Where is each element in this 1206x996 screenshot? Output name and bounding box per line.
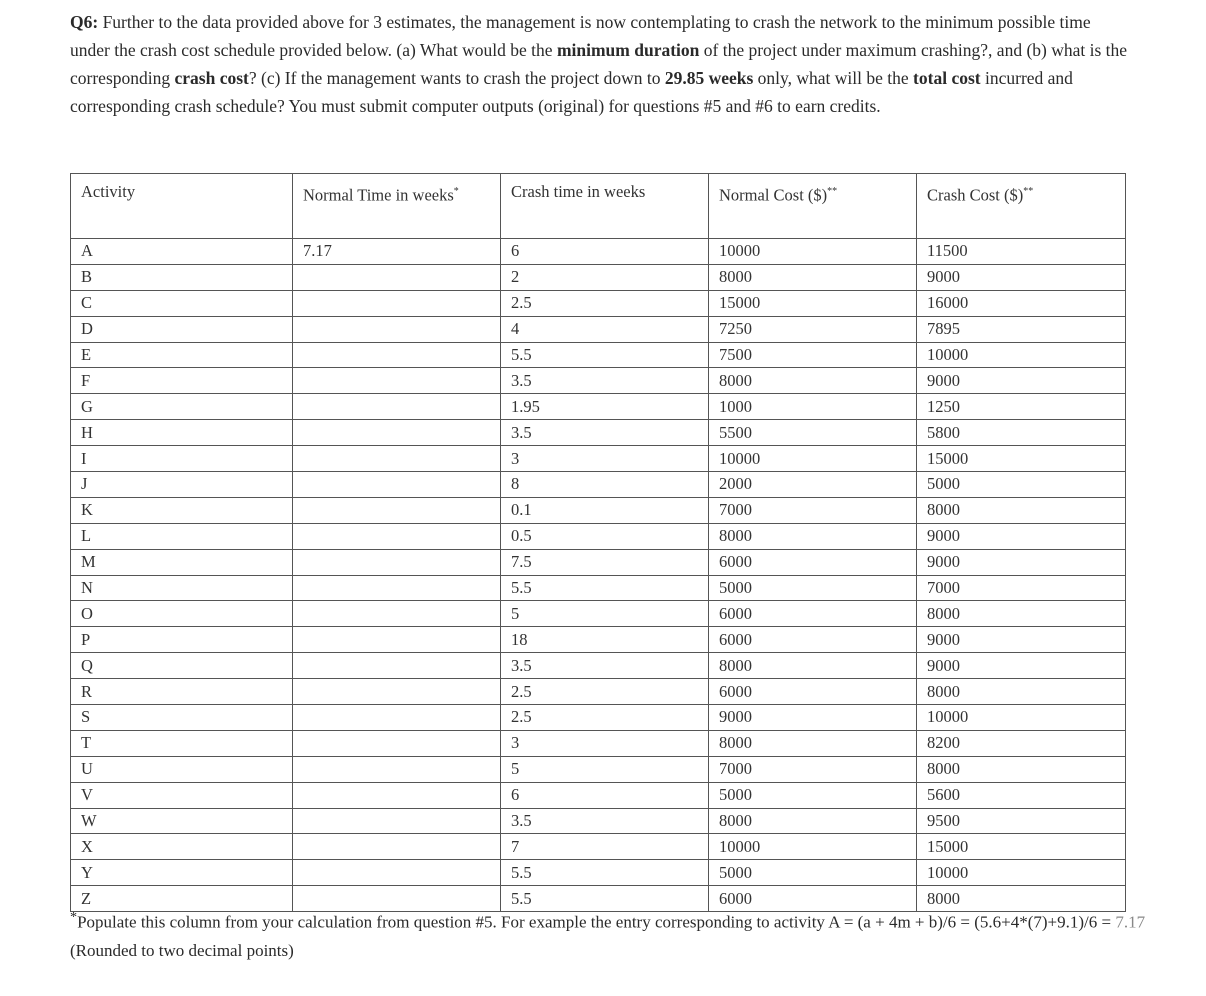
table-row [71,446,1126,472]
cell-normal-time [293,756,501,782]
cell-normal-time [293,549,501,575]
cell-crash-cost: 15000 [917,834,1126,860]
cell-crash-cost: 7000 [917,575,1126,601]
cell-crash-cost: 15000 [917,446,1126,472]
cell-normal-time [293,575,501,601]
cell-normal-cost: 10000 [709,239,917,265]
cell-normal-cost: 8000 [709,523,917,549]
cell-activity: X [71,834,293,860]
table-header-row [71,174,1126,239]
cell-activity: S [71,705,293,731]
question-part-4: only, what will be the [753,68,914,88]
cell-normal-cost: 15000 [709,290,917,316]
cell-normal-time [293,705,501,731]
cell-crash-time: 0.5 [501,523,709,549]
cell-normal-cost: 7250 [709,316,917,342]
cell-normal-time [293,782,501,808]
table-row [71,756,1126,782]
table-row [71,316,1126,342]
cell-crash-time: 6 [501,782,709,808]
cell-normal-time [293,446,501,472]
table-row [71,705,1126,731]
cell-crash-cost: 5800 [917,420,1126,446]
cell-activity: J [71,472,293,498]
cell-normal-cost: 5000 [709,575,917,601]
cell-normal-cost: 6000 [709,886,917,912]
table-row [71,808,1126,834]
table-row [71,264,1126,290]
cell-normal-cost: 8000 [709,264,917,290]
cell-activity: V [71,782,293,808]
table-row [71,290,1126,316]
cell-crash-cost: 8200 [917,730,1126,756]
cell-crash-time: 1.95 [501,394,709,420]
cell-activity: F [71,368,293,394]
cell-activity: I [71,446,293,472]
cell-crash-time: 2.5 [501,290,709,316]
cell-normal-time [293,472,501,498]
table-row [71,472,1126,498]
question-bold-2: crash cost [174,68,249,88]
cell-normal-cost: 10000 [709,834,917,860]
header-activity: Activity [71,174,293,239]
cell-normal-time [293,627,501,653]
cell-activity: G [71,394,293,420]
cell-crash-time: 3 [501,446,709,472]
cell-normal-time [293,342,501,368]
table-row [71,679,1126,705]
crash-cost-table [70,173,1126,912]
question-part-3: ? (c) If the management wants to crash the project down to [248,68,665,88]
cell-normal-time [293,834,501,860]
cell-activity: H [71,420,293,446]
cell-crash-time: 5 [501,756,709,782]
cell-activity: W [71,808,293,834]
cell-crash-cost: 9000 [917,368,1126,394]
cell-activity: E [71,342,293,368]
cell-normal-cost: 1000 [709,394,917,420]
cell-normal-cost: 8000 [709,653,917,679]
cell-activity: R [71,679,293,705]
cell-normal-cost: 8000 [709,730,917,756]
cell-normal-cost: 6000 [709,679,917,705]
cell-crash-cost: 11500 [917,239,1126,265]
cell-activity: T [71,730,293,756]
cell-crash-cost: 9500 [917,808,1126,834]
cell-crash-time: 5.5 [501,860,709,886]
cell-crash-cost: 8000 [917,601,1126,627]
table-row [71,394,1126,420]
cell-activity: P [71,627,293,653]
question-bold-3: 29.85 weeks [664,68,754,88]
cell-activity: Q [71,653,293,679]
cell-crash-time: 18 [501,627,709,653]
cell-crash-time: 2.5 [501,679,709,705]
cell-crash-cost: 10000 [917,860,1126,886]
question-bold-1: minimum duration [556,40,700,60]
table-row [71,342,1126,368]
cell-crash-time: 7 [501,834,709,860]
table-row [71,782,1126,808]
table-row [71,549,1126,575]
header-normal-time: Normal Time in weeks* [293,174,501,239]
cell-normal-cost: 8000 [709,368,917,394]
cell-crash-time: 3.5 [501,653,709,679]
question-label: Q6: [70,12,99,32]
cell-normal-cost: 2000 [709,472,917,498]
cell-normal-time [293,730,501,756]
header-normal-cost: Normal Cost ($)** [709,174,917,239]
question-bold-4: total cost [913,68,981,88]
footnote-value: 7.17 [1115,912,1146,932]
cell-crash-time: 2.5 [501,705,709,731]
cell-crash-cost: 9000 [917,549,1126,575]
question-part-2: of the project under maximum crashing?, and (b) what is the corresponding [70,40,1128,88]
cell-normal-time [293,653,501,679]
cell-normal-time [293,316,501,342]
cell-crash-time: 3.5 [501,420,709,446]
cell-normal-cost: 6000 [709,627,917,653]
table-row [71,834,1126,860]
cell-normal-time [293,808,501,834]
cell-normal-cost: 5500 [709,420,917,446]
cell-crash-time: 5.5 [501,575,709,601]
table-row [71,368,1126,394]
cell-activity: L [71,523,293,549]
cell-crash-cost: 10000 [917,342,1126,368]
cell-normal-cost: 6000 [709,601,917,627]
cell-activity: U [71,756,293,782]
cell-normal-time [293,601,501,627]
table-row [71,601,1126,627]
cell-crash-cost: 8000 [917,679,1126,705]
cell-normal-time [293,497,501,523]
cell-normal-cost: 7000 [709,756,917,782]
cell-activity: A [71,239,293,265]
question-part-5: incurred and corresponding crash schedule? You must submit computer outputs (original) for questions #5 and #6 to earn credits. [70,68,1073,116]
cell-crash-cost: 7895 [917,316,1126,342]
cell-normal-time: 7.17 [293,239,501,265]
cell-normal-cost: 10000 [709,446,917,472]
cell-normal-cost: 5000 [709,782,917,808]
footnote-tail: (Rounded to two decimal points) [70,940,294,960]
cell-crash-time: 6 [501,239,709,265]
cell-normal-time [293,394,501,420]
cell-crash-cost: 9000 [917,264,1126,290]
cell-crash-cost: 9000 [917,653,1126,679]
cell-crash-cost: 9000 [917,523,1126,549]
footnote-mark: * [70,909,78,925]
table-row [71,239,1126,265]
question-text [70,8,1130,120]
cell-activity: M [71,549,293,575]
cell-activity: C [71,290,293,316]
cell-activity: D [71,316,293,342]
cell-normal-time [293,860,501,886]
table-row [71,627,1126,653]
table-body [71,239,1126,912]
table-row [71,575,1126,601]
cell-activity: B [71,264,293,290]
cell-normal-cost: 5000 [709,860,917,886]
footnote-text: Populate this column from your calculation from question #5. For example the entry corresponding to activity A = (a + 4m + b)/6 = (5.6+4*(7)+9.1)/6 = [77,912,1116,932]
cell-crash-cost: 8000 [917,497,1126,523]
cell-normal-cost: 6000 [709,549,917,575]
cell-crash-time: 5 [501,601,709,627]
cell-activity: Z [71,886,293,912]
cell-normal-time [293,368,501,394]
cell-crash-time: 7.5 [501,549,709,575]
cell-crash-time: 8 [501,472,709,498]
cell-crash-cost: 8000 [917,886,1126,912]
cell-normal-cost: 8000 [709,808,917,834]
cell-crash-cost: 5000 [917,472,1126,498]
cell-crash-time: 3.5 [501,368,709,394]
cell-activity: N [71,575,293,601]
cell-crash-cost: 10000 [917,705,1126,731]
cell-activity: O [71,601,293,627]
cell-crash-time: 0.1 [501,497,709,523]
cell-normal-time [293,420,501,446]
cell-crash-cost: 1250 [917,394,1126,420]
table-row [71,730,1126,756]
cell-normal-time [293,264,501,290]
header-crash-cost: Crash Cost ($)** [917,174,1126,239]
cell-crash-cost: 5600 [917,782,1126,808]
table-row [71,523,1126,549]
cell-crash-time: 3.5 [501,808,709,834]
table-row [71,420,1126,446]
header-crash-time: Crash time in weeks [501,174,709,239]
table-row [71,497,1126,523]
question-part-1: Further to the data provided above for 3 estimates, the management is now contemplating to crash the network to the minimum possible time under the crash cost schedule provided below. (a) What would be the [70,12,1091,60]
cell-normal-time [293,290,501,316]
footnote [70,903,1150,965]
table-row [71,653,1126,679]
cell-normal-time [293,679,501,705]
cell-crash-cost: 9000 [917,627,1126,653]
cell-crash-cost: 8000 [917,756,1126,782]
cell-crash-time: 2 [501,264,709,290]
cell-normal-cost: 7000 [709,497,917,523]
cell-crash-time: 5.5 [501,886,709,912]
cell-crash-time: 4 [501,316,709,342]
cell-crash-time: 3 [501,730,709,756]
cell-crash-time: 5.5 [501,342,709,368]
cell-normal-cost: 7500 [709,342,917,368]
cell-activity: Y [71,860,293,886]
table-row [71,860,1126,886]
cell-normal-cost: 9000 [709,705,917,731]
cell-activity: K [71,497,293,523]
cell-normal-time [293,523,501,549]
cell-crash-cost: 16000 [917,290,1126,316]
